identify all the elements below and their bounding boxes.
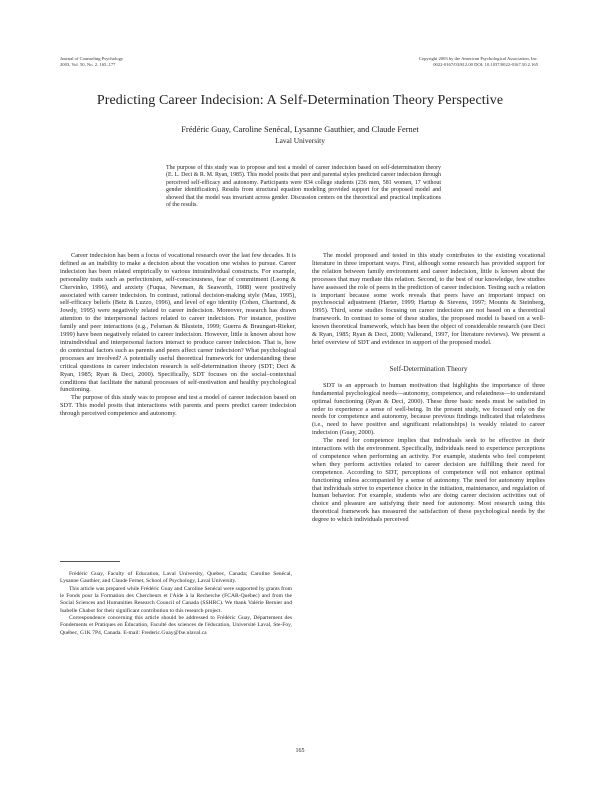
paragraph: Career indecision has been a focus of vocational research over the last few decades. It is defined as an inability to make a decision about the vocation one wishes to pursue. Career indecision has been related empirically to various intraindividual constructs. For example, personality traits such as perfectionism, self-consciousness, fear of commitment (Leong & Chervinko, 1996), and anxiety (Fuqua, Newman, & Seaworth, 1988) were positively associated with career indecision. In contrast, rational decision-making style (Mau, 1995), self-efficacy beliefs (Betz & Luzzo, 1996), and level of ego identity (Cohen, Chartrand, & Jowdy, 1995) were negatively related to career indecision. Moreover, research has drawn attention to the interpersonal factors related to career indecision. For instance, positive family and peer interactions (e.g., Felsman & Blustein, 1999; Guerra & Braungart-Rieker, 1999) have been negatively related to career indecision. However, little is known about how intraindividual and interpersonal factors interact to produce career indecision. That is, how do contextual factors such as parents and peers affect career indecision? What psychological processes are involved? A potentially useful theoretical framework for understanding these critical questions in career indecision research is self-determination theory (SDT; Deci & Ryan, 1985; Ryan & Deci, 2000). Specifically, SDT focuses on the social–contextual conditions that facilitate the natural processes of self-motivation and healthy psychological functioning. xyxy=(60,252,296,394)
paragraph: The model proposed and tested in this study contributes to the existing vocational literature in three important ways. First, although some research has provided support for the relation between family environment and career indecision, little is known about the processes that may mediate this relation. Second, to the best of our knowledge, few studies have assessed the role of peers in the prediction of career indecision. Testing such a relation is important because some work reveals that peers have an important impact on psychosocial adjustment (Harter, 1999; Hartup & Stevens, 1997; Mounts & Steinberg, 1995). Third, some studies focusing on career indecision are not based on a theoretical framework. In contrast to some of these studies, the proposed model is based on a well-known theoretical framework, which has been the object of considerable research (see Deci & Ryan, 1985; Ryan & Deci, 2000; Vallerand, 1997, for literature reviews). We present a brief overview of SDT and evidence in support of the proposed model. xyxy=(312,252,545,346)
journal-volume: 2003, Vol. 50, No. 2, 165–177 xyxy=(60,62,116,67)
footnote-paragraph: This article was prepared while Frédéric Guay and Caroline Senécal were supported by grants from le Fonds pour la Formation des Chercheurs et l'Aide à la Recherche (FCAR-Québec) and from the Social Sciences and Humanities Research Council of Canada (SSHRC). We thank Valérie Bernier and Isabelle Chabot for their significant contribution to this research project. xyxy=(60,585,292,614)
copyright-notice xyxy=(419,56,538,68)
author-note xyxy=(60,571,292,637)
paragraph: The purpose of this study was to propose and test a model of career indecision based on SDT. This model posits that interactions with parents and peers predict career indecision through perceived competence and autonomy. xyxy=(60,394,296,418)
body-column-left xyxy=(60,252,296,418)
copyright-line: Copyright 2003 by the American Psychological Association, Inc. xyxy=(418,56,538,61)
section-heading: Self-Determination Theory xyxy=(389,364,468,373)
paragraph: The need for competence implies that individuals seek to be effective in their interactions with the environment. Specifically, individuals need to experience perceptions of competence when performing an activity. For example, students who feel competent when they perform activities related to career decision are fulfilling their need for competence. According to SDT, perceptions of competence will not enhance optimal functioning unless accompanied by a sense of autonomy. The need for autonomy implies that individuals strive to experience choice in the initiation, maintenance, and regulation of human behavior. For example, students who are doing career decision activities out of choice and pleasure are satisfying their need for autonomy. Most research using this theoretical framework has measured the satisfaction of these psychological needs by the degree to which individuals perceived xyxy=(312,437,545,524)
footnote-paragraph: Correspondence concerning this article should be addressed to Frédéric Guay, Département des Fondements et Pratiques en Éducation, Faculté des sciences de l'éducation, Université Laval, Ste-Foy, Québec, G1K 7P4, Canada. E-mail: Frederic.Guay@fse.ulaval.ca xyxy=(60,615,292,636)
footnote-paragraph: Frédéric Guay, Faculty of Education, Laval University, Quebec, Canada; Caroline Senécal, Lysanne Gauthier, and Claude Fernet, School of Psychology, Laval University. xyxy=(60,571,292,585)
article-title: Predicting Career Indecision: A Self-Determination Theory Perspective xyxy=(96,93,504,108)
footnote-divider xyxy=(60,561,120,562)
journal-name: Journal of Counseling Psychology xyxy=(60,56,124,61)
paragraph: SDT is an approach to human motivation that highlights the importance of three fundamental psychological needs—autonomy, competence, and relatedness—to understand optimal functioning (Ryan & Deci, 2000). These three basic needs must be satisfied in order to experience a sense of well-being. In the present study, we focused only on the needs for competence and autonomy, because previous findings indicated that relatedness (i.e., need to have positive and significant relationships) is weakly related to career indecision (Guay, 2000). xyxy=(312,381,545,437)
abstract: The purpose of this study was to propose and test a model of career indecision based on self-determination theory (E. L. Deci & R. M. Ryan, 1985). This model posits that peer and parental styles predicted career indecision through perceived self-efficacy and autonomy. Participants were 834 college students (236 men, 581 women, 17 without gender identification). Results from structural equation modeling provided support for the proposed model and showed that the model was invariant across gender. Discussion centers on the theoretical and practical implications of the results. xyxy=(166,165,441,209)
journal-citation xyxy=(60,56,123,68)
doi-line: 0022-0167/03/$12.00 DOI: 10.1037/0022-0167.50.2.165 xyxy=(433,62,538,67)
author-list: Frédéric Guay, Caroline Senécal, Lysanne Gauthier, and Claude Fernet xyxy=(181,125,419,134)
body-column-right xyxy=(312,252,545,524)
affiliation: Laval University xyxy=(275,136,325,145)
page-number: 165 xyxy=(295,748,305,754)
